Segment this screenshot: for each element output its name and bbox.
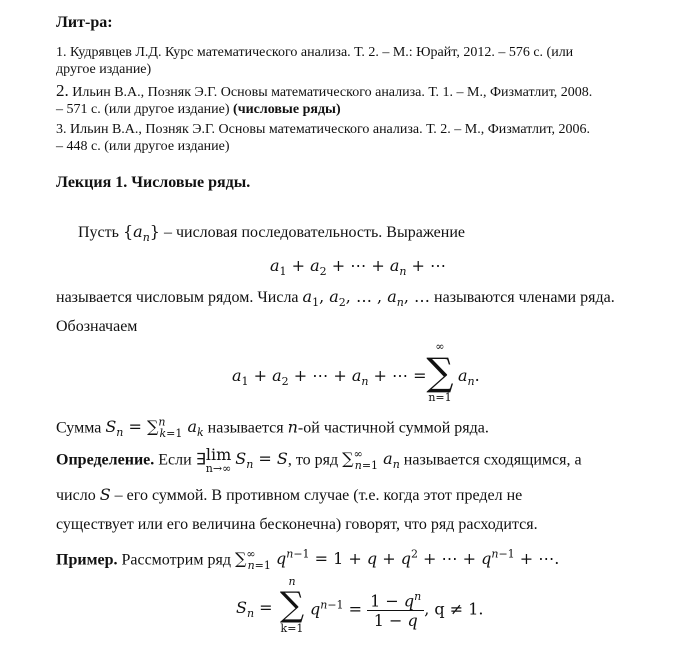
reference-1: 1. Кудрявцев Л.Д. Курс математического анализа. Т. 2. – М.: Юрайт, 2012. – 576 с. (или другое издание): [56, 45, 574, 77]
reference-2: 2. Ильин В.А., Позняк Э.Г. Основы математического анализа. Т. 1. – М., Физматлит, 2008. – 571 с. (или другое издание) (числовые ряды): [56, 81, 593, 117]
reference-3: 3. Ильин В.А., Позняк Э.Г. Основы математического анализа. Т. 2. – М., Физматлит, 2006. – 448 с. (или другое издание): [56, 122, 591, 154]
references-title: Лит-ра:: [56, 14, 113, 31]
definition-line-3: существует или его величина бесконечна) говорят, что ряд расходится.: [56, 516, 538, 533]
formula-series: $a_1 + a_2$ + ⋯ + $a_n$ + ⋯: [270, 256, 447, 279]
formula-an: $a_n$.: [458, 366, 480, 389]
formula-sn: $S_n$ =: [236, 598, 273, 621]
definition-line-2: число S – его суммой. В противном случае (т.е. когда этот предел не: [56, 485, 523, 504]
paragraph-terms: называется числовым рядом. Числа $a_1$, $a_2$, … , $a_n$, … называются членами ряда.: [56, 287, 615, 310]
sum-symbol: ∞ ∑ n=1: [426, 340, 454, 404]
formula-series-sum: $a_1 + a_2$ + ⋯ + $a_n$ + ⋯ =: [232, 366, 427, 389]
formula-fraction: $q^{n-1}$ = $\frac{1 - q^n}{1 - q}$ , q ≠ 1.: [310, 590, 484, 631]
paragraph-denote: Обозначаем: [56, 318, 138, 335]
definition-line-1: Определение. Если ∃lim n→∞ $S_n = S$, то ряд $\sum^\infty_{n=1}$ $a_n$ называется сходящимся, а: [56, 445, 582, 475]
lecture-title: Лекция 1. Числовые ряды.: [56, 174, 251, 191]
paragraph-partial-sum: Сумма $S_n = \sum^n_{k=1}$ $a_k$ называется n-ой частичной суммой ряда.: [56, 416, 489, 440]
paragraph-sequence: Пусть $\{a_n\}$ – числовая последовательность. Выражение: [78, 222, 465, 245]
sum-symbol-k: n ∑ k=1: [279, 575, 305, 635]
example-line: Пример. Рассмотрим ряд $\sum^\infty_{n=1}$ $q^{n-1} = 1 + q + q^2$ + ⋯ + $q^{n-1}$ + ⋯.: [56, 548, 560, 572]
